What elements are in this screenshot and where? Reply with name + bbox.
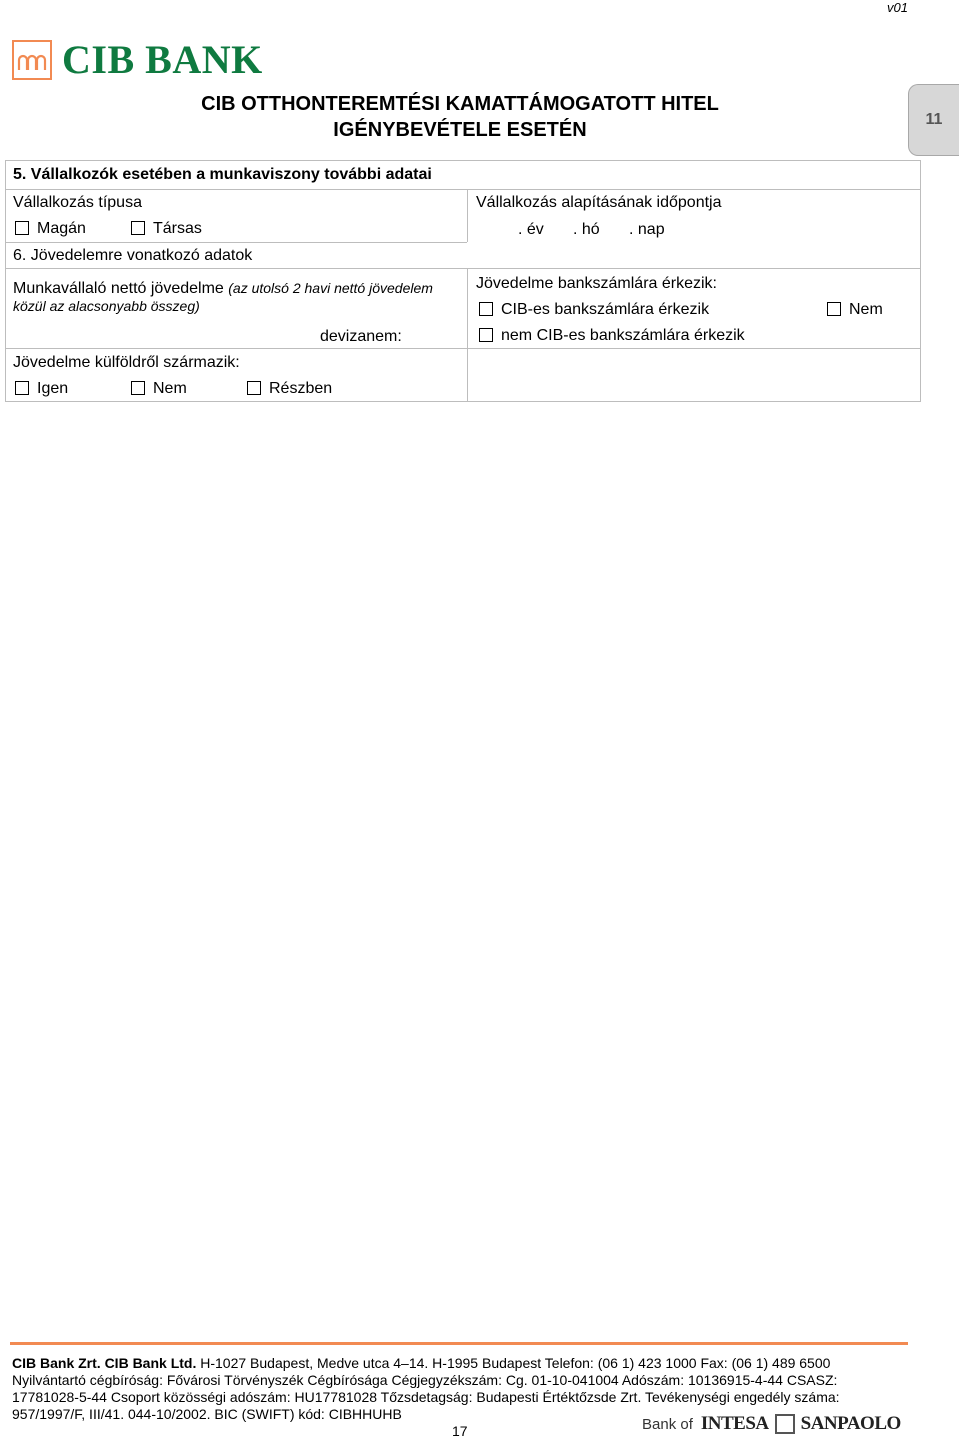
version-label: v01	[887, 0, 908, 15]
net-income-note-2: közül az alacsonyabb összeg)	[13, 298, 200, 314]
checkbox-cib-account[interactable]	[479, 302, 493, 316]
cib-bank-logo	[12, 38, 263, 82]
option-tarsas: Társas	[153, 220, 202, 237]
currency-label: devizanem:	[320, 328, 402, 345]
option-cib-account: CIB-es bankszámlára érkezik	[501, 301, 710, 318]
footer-address: H-1027 Budapest, Medve utca 4–14. H-1995 Budapest Telefon: (06 1) 423 1000 Fax: (06 1) 489 6500	[196, 1355, 831, 1371]
option-igen: Igen	[37, 380, 69, 397]
footer-line-4: 957/1997/F, III/41. 044-10/2002. BIC (SWIFT) kód: CIBHHUHB	[12, 1406, 402, 1422]
intesa-sanpaolo-logo	[642, 1413, 901, 1435]
footer-line-1	[12, 1355, 912, 1372]
checkbox-reszben[interactable]	[247, 381, 261, 395]
document-title	[130, 91, 790, 143]
option-magan: Magán	[37, 220, 86, 237]
option-reszben: Részben	[269, 380, 333, 397]
page-number: 17	[452, 1423, 468, 1439]
bank-of-label: Bank of	[642, 1415, 693, 1433]
footer-company: CIB Bank Zrt. CIB Bank Ltd.	[12, 1355, 197, 1371]
checkbox-no-account[interactable]	[827, 302, 841, 316]
net-income-text: Munkavállaló nettó jövedelme	[13, 280, 224, 297]
footer-line-2: Nyilvántartó cégbíróság: Fővárosi Törvényszék Cégbírósága Cégjegyzékszám: Cg. 01-10-041004 Adószám: 10136915-4-44 CSASZ:	[12, 1372, 838, 1388]
sanpaolo-text: SANPAOLO	[800, 1413, 901, 1434]
logo-text: CIB BANK	[62, 37, 263, 82]
footer-line-3: 17781028-5-44 Csoport közösségi adószám: HU17781028 Tőzsdetagság: Budapesti Értéktőzsde Zrt. Tevékenységi engedély száma:	[12, 1389, 840, 1405]
option-nem: Nem	[153, 380, 187, 397]
bank-account-label: Jövedelme bankszámlára érkezik:	[476, 275, 717, 292]
intesa-sanpaolo-mark-icon	[775, 1414, 795, 1434]
checkbox-igen[interactable]	[15, 381, 29, 395]
form-table	[5, 160, 921, 402]
footer-divider	[10, 1342, 908, 1345]
checkbox-tarsas[interactable]	[131, 221, 145, 235]
founding-year-field[interactable]: . év	[518, 221, 544, 238]
title-line-1: CIB OTTHONTEREMTÉSI KAMATTÁMOGATOTT HITEL	[201, 93, 719, 115]
option-no-account: Nem	[849, 301, 883, 318]
net-income-note: (az utolsó 2 havi nettó jövedelem	[228, 280, 433, 296]
title-line-2: IGÉNYBEVÉTELE ESETÉN	[333, 119, 587, 141]
founding-day-field[interactable]: . nap	[629, 221, 665, 238]
section-5-heading: 5. Vállalkozók esetében a munkaviszony további adatai	[13, 166, 432, 183]
foreign-income-label: Jövedelme külföldről származik:	[13, 354, 240, 371]
net-income-label	[13, 279, 433, 299]
founding-date-label: Vállalkozás alapításának időpontja	[476, 194, 722, 211]
page-tab: 11	[908, 84, 959, 156]
section-6-heading: 6. Jövedelemre vonatkozó adatok	[13, 247, 253, 264]
business-type-label: Vállalkozás típusa	[13, 194, 142, 211]
cib-arches-icon	[12, 40, 52, 80]
checkbox-nem[interactable]	[131, 381, 145, 395]
intesa-text: INTESA	[700, 1413, 769, 1434]
founding-month-field[interactable]: . hó	[573, 221, 600, 238]
option-non-cib-account: nem CIB-es bankszámlára érkezik	[501, 327, 745, 344]
checkbox-non-cib-account[interactable]	[479, 328, 493, 342]
checkbox-magan[interactable]	[15, 221, 29, 235]
